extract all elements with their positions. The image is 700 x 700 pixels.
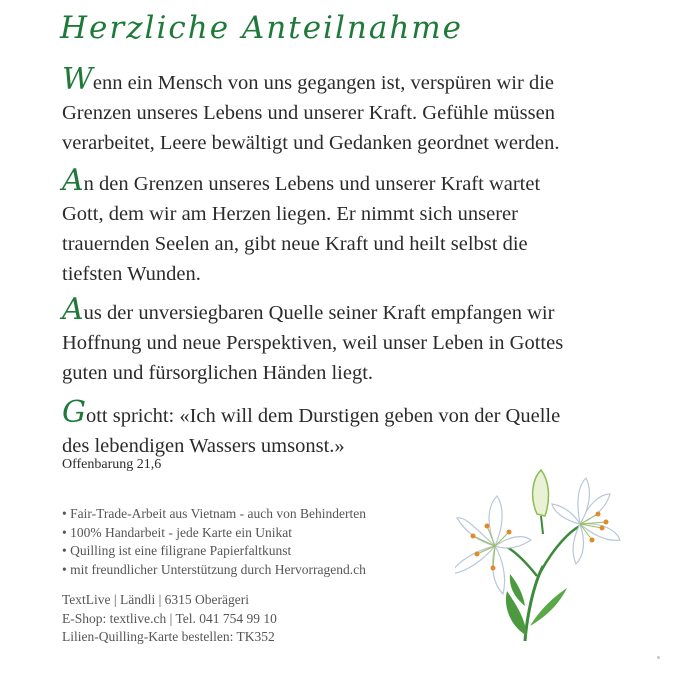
drop-initial: W [62,62,93,97]
paragraph-line: Grenzen unseres Lebens und unserer Kraft. Gefühle müssen [62,102,555,124]
drop-initial: G [62,395,86,430]
paragraph-line: enn ein Mensch von uns gegangen ist, verspüren wir die [92,72,554,94]
bible-reference: Offenbarung 21,6 [62,457,162,472]
list-item: • 100% Handarbeit - jede Karte ein Unikat [62,524,366,543]
drop-initial: A [62,163,84,198]
paragraph-line: n den Grenzen unseres Lebens und unserer Kraft wartet [83,173,541,195]
paragraph-line: us der unversiegbaren Quelle seiner Kraft empfangen wir [83,302,555,324]
contact-line: E-Shop: textlive.ch | Tel. 041 754 99 10 [62,610,277,626]
list-item: • Quilling ist eine filigrane Papierfaltkunst [62,542,366,561]
card-title: Herzliche Anteilnahme [60,10,464,46]
contact-line: Lilien-Quilling-Karte bestellen: TK352 [62,629,275,644]
paragraph-line: ott spricht: «Ich will dem Durstigen geben von der Quelle [85,405,561,427]
paragraph-line: guten und fürsorglichen Händen liegt. [62,362,374,384]
bible-quote [62,395,682,461]
paragraph-line: Hoffnung und neue Perspektiven, weil unser Leben in Gottes [62,332,564,354]
paragraph-1 [62,62,682,158]
list-item: • mit freundlicher Unterstützung durch Hervorragend.ch [62,561,366,580]
drop-initial: A [62,292,84,327]
lily-illustration [455,466,625,646]
paragraph-3 [62,292,682,388]
paragraph-line: Gott, dem wir am Herzen liegen. Er nimmt sich unserer [62,203,518,225]
paragraph-line: tiefsten Wunden. [62,263,201,285]
contact-line: TextLive | Ländli | 6315 Oberägeri [62,592,250,607]
list-item: • Fair-Trade-Arbeit aus Vietnam - auch von Behinderten [62,505,366,524]
paragraph-2 [62,163,682,289]
paragraph-line: verarbeitet, Leere bewältigt und Gedanken geordnet werden. [62,132,560,154]
feature-list [62,505,366,579]
contact-info [62,591,277,647]
paragraph-line: trauernden Seelen an, gibt neue Kraft und heilt selbst die [62,233,528,255]
decorative-dot [657,656,660,659]
paragraph-line: des lebendigen Wassers umsonst.» [62,435,345,457]
